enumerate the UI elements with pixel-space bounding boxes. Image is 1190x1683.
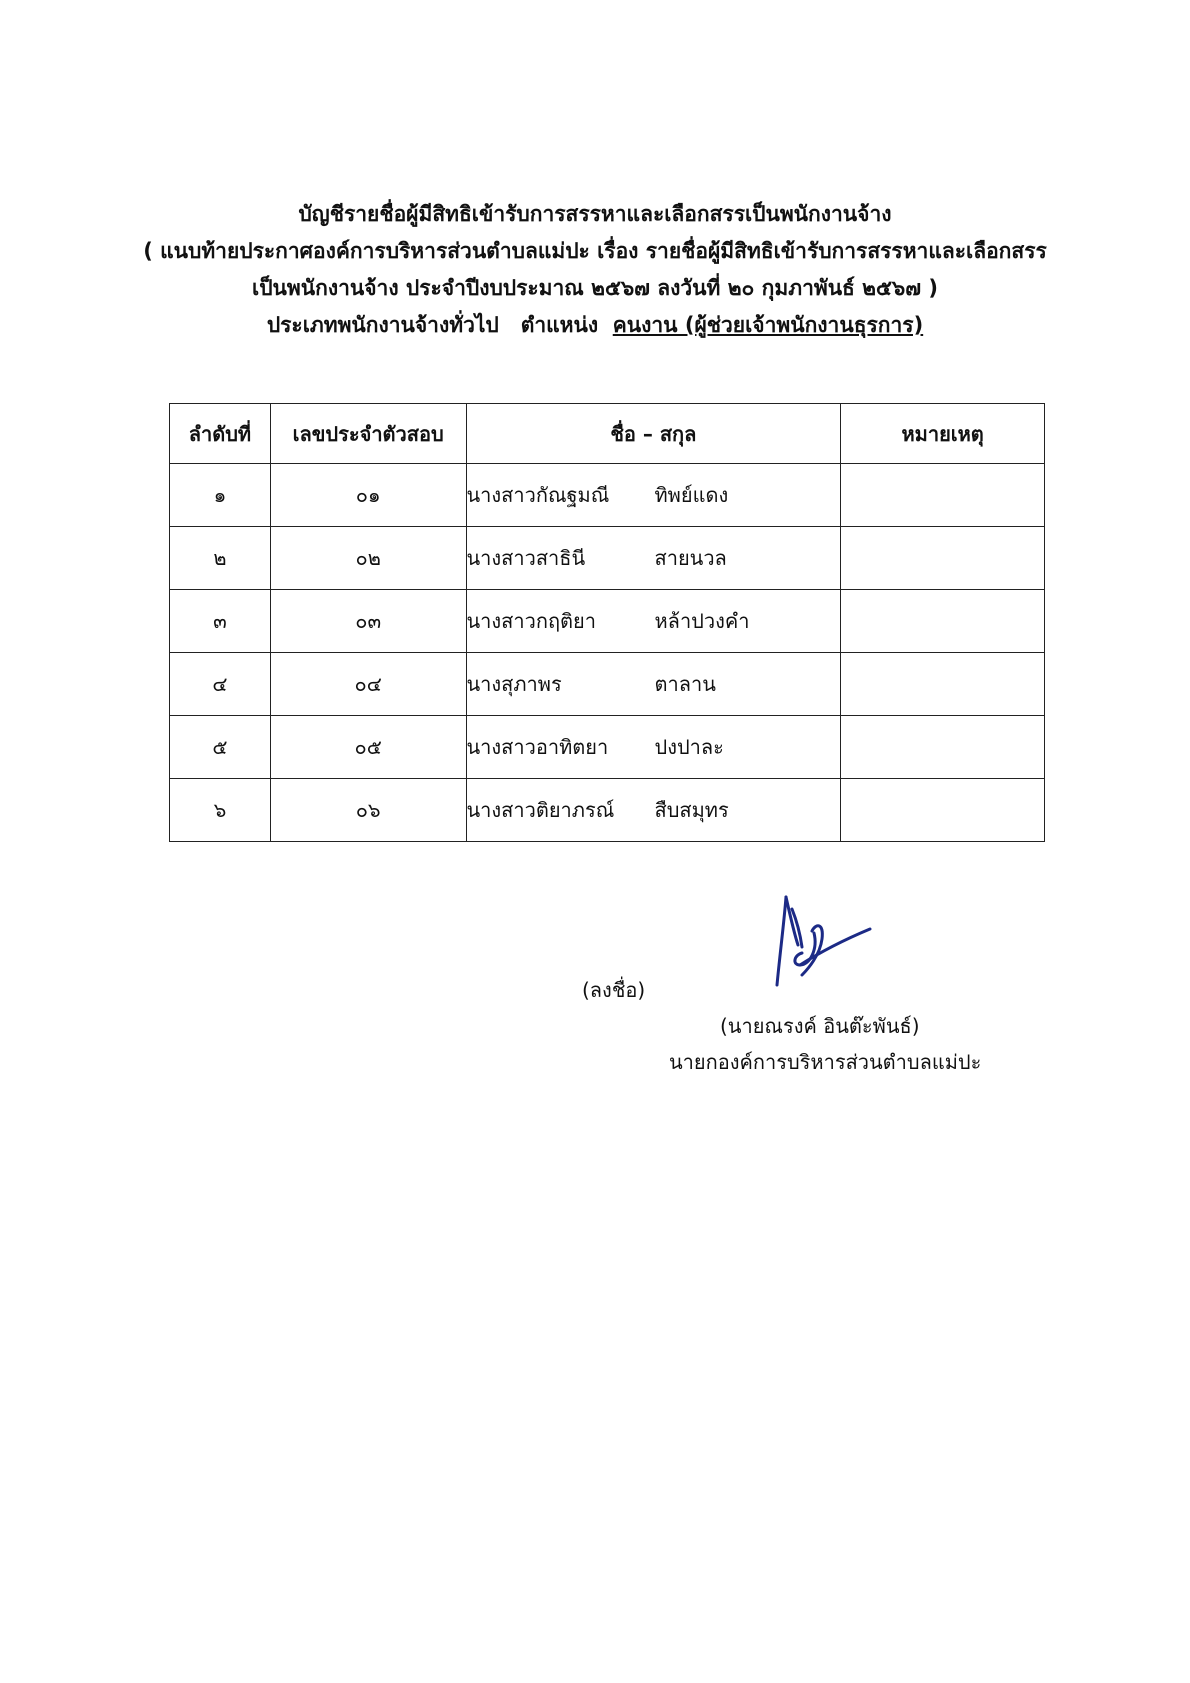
- sign-label: (ลงชื่อ): [582, 978, 646, 1002]
- row-order: ๒: [170, 527, 271, 590]
- row-remark: [841, 527, 1045, 590]
- header-remark: หมายเหตุ: [841, 404, 1045, 464]
- row-first-name: นางสาวติยาภรณ์: [466, 798, 615, 822]
- table-header-row: [170, 404, 1045, 464]
- row-order: ๕: [170, 716, 271, 779]
- position-name: คนงาน (ผู้ช่วยเจ้าพนักงานธุรการ): [612, 313, 924, 337]
- row-exam-id: ๐๕: [270, 716, 466, 779]
- table-row: [170, 653, 1045, 716]
- table-row: [170, 527, 1045, 590]
- row-exam-id: ๐๓: [270, 590, 466, 653]
- heading-line-4-prefix: ประเภทพนักงานจ้างทั่วไป ตำแหน่ง: [266, 313, 613, 337]
- table-row: [170, 590, 1045, 653]
- row-order: ๑: [170, 464, 271, 527]
- row-exam-id: ๐๖: [270, 779, 466, 842]
- header-order: ลำดับที่: [170, 404, 271, 464]
- row-remark: [841, 464, 1045, 527]
- row-exam-id: ๐๒: [270, 527, 466, 590]
- row-last-name: ตาลาน: [654, 672, 716, 696]
- row-name: [466, 527, 841, 590]
- row-order: ๔: [170, 653, 271, 716]
- row-order: ๖: [170, 779, 271, 842]
- heading-line-3: เป็นพนักงานจ้าง ประจำปีงบประมาณ ๒๕๖๗ ลงวันที่ ๒๐ กุมภาพันธ์ ๒๕๖๗ ): [252, 276, 938, 300]
- row-last-name: หล้าปวงคำ: [654, 609, 750, 633]
- row-name: [466, 464, 841, 527]
- row-last-name: สืบสมุทร: [654, 798, 729, 822]
- row-first-name: นางสาวกฤติยา: [466, 609, 596, 633]
- heading-line-1: บัญชีรายชื่อผู้มีสิทธิเข้ารับการสรรหาและเลือกสรรเป็นพนักงานจ้าง: [298, 202, 892, 226]
- row-remark: [841, 716, 1045, 779]
- signer-title: นายกองค์การบริหารส่วนตำบลแม่ปะ: [669, 1050, 982, 1074]
- row-first-name: นางสาวสาธินี: [466, 546, 586, 570]
- handwritten-signature: [772, 893, 872, 988]
- header-name: ชื่อ – สกุล: [466, 404, 841, 464]
- row-order: ๓: [170, 590, 271, 653]
- row-remark: [841, 779, 1045, 842]
- row-remark: [841, 590, 1045, 653]
- row-last-name: ปงปาละ: [654, 735, 724, 759]
- row-last-name: ทิพย์แดง: [654, 483, 729, 507]
- table-row: [170, 779, 1045, 842]
- header-exam-id: เลขประจำตัวสอบ: [270, 404, 466, 464]
- row-last-name: สายนวล: [654, 546, 727, 570]
- table-row: [170, 464, 1045, 527]
- row-name: [466, 590, 841, 653]
- row-exam-id: ๐๑: [270, 464, 466, 527]
- row-first-name: นางสาวกัณฐมณี: [466, 483, 610, 507]
- row-name: [466, 653, 841, 716]
- row-remark: [841, 653, 1045, 716]
- signer-name: (นายณรงค์ อินต๊ะพันธ์): [720, 1014, 920, 1038]
- table-row: [170, 716, 1045, 779]
- row-first-name: นางสาวอาทิตยา: [466, 735, 609, 759]
- row-name: [466, 716, 841, 779]
- document-heading: [0, 196, 1190, 344]
- row-first-name: นางสุภาพร: [466, 672, 562, 696]
- heading-line-2: ( แนบท้ายประกาศองค์การบริหารส่วนตำบลแม่ปะ เรื่อง รายชื่อผู้มีสิทธิเข้ารับการสรรหาและเลือกสรร: [143, 239, 1047, 263]
- candidate-table: [169, 403, 1045, 842]
- row-exam-id: ๐๔: [270, 653, 466, 716]
- heading-line-4: [0, 307, 1190, 344]
- row-name: [466, 779, 841, 842]
